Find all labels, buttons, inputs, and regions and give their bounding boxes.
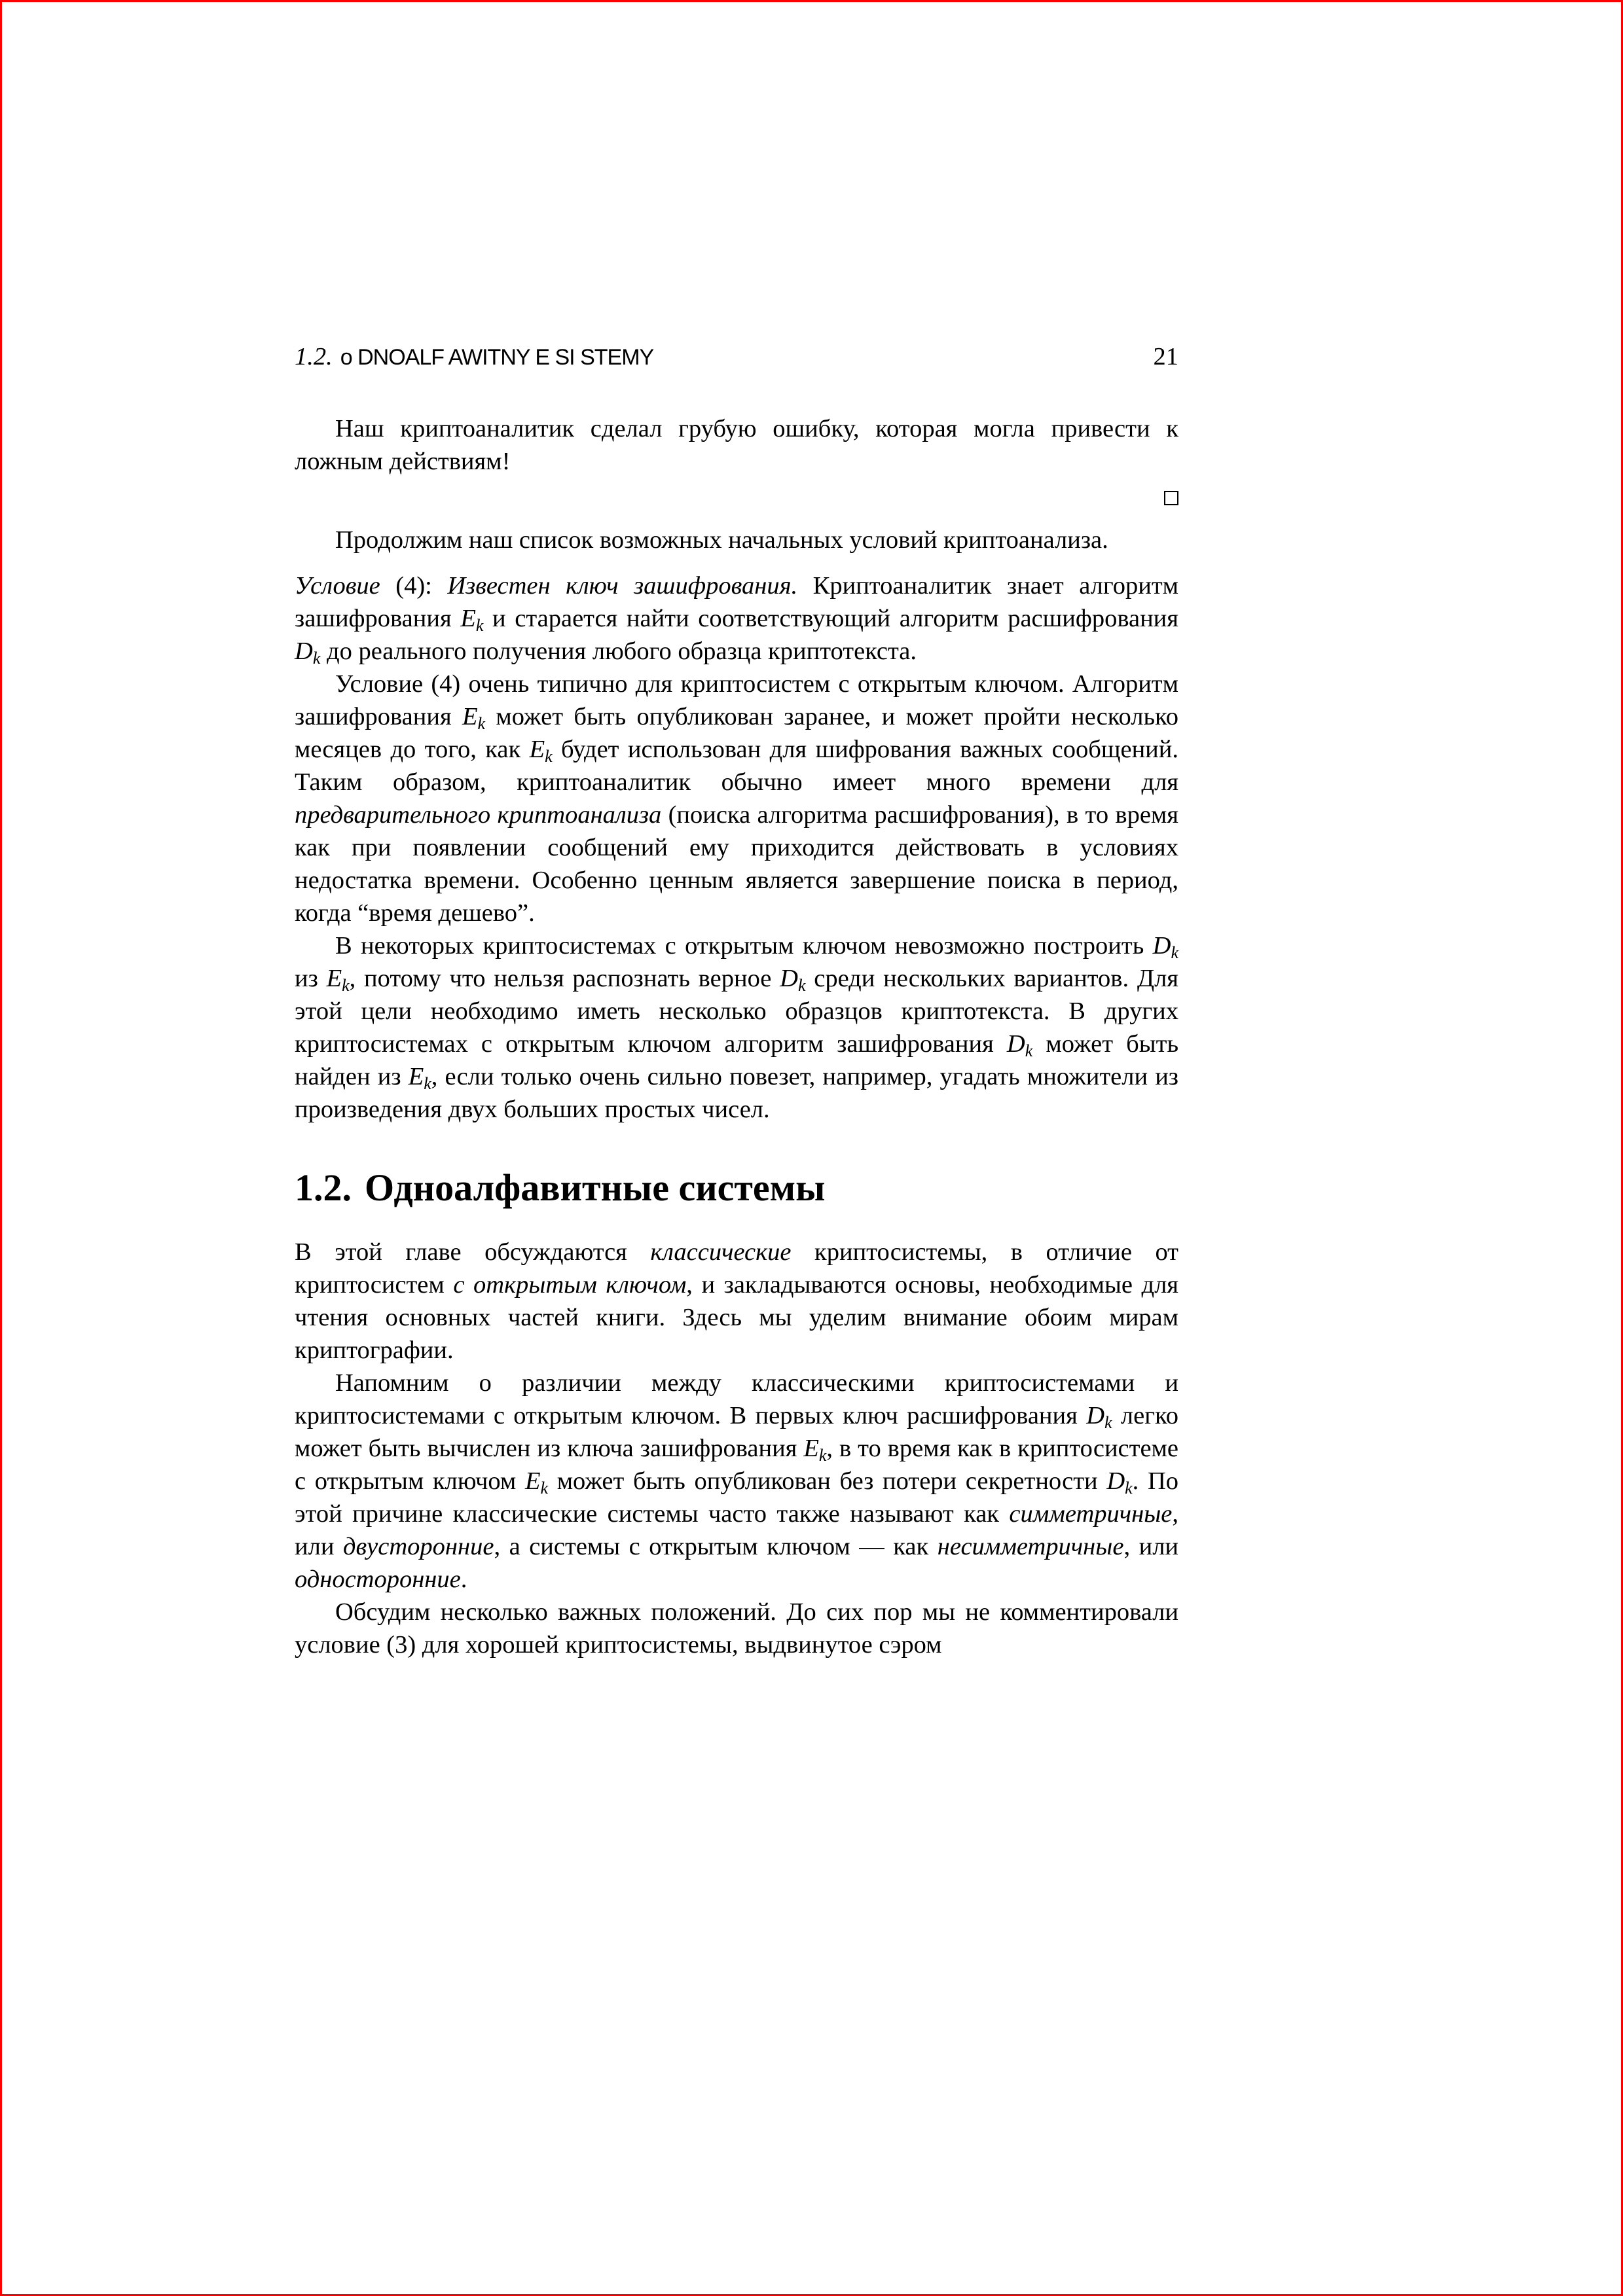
paragraph-text: , потому что нельзя распознать верное	[349, 965, 772, 992]
emphasis-symmetric: симметричные	[1009, 1500, 1173, 1528]
paragraph-condition-4-typical	[295, 668, 1178, 929]
paragraph-text: легко может быть вычислен из ключа зашифрования	[295, 1402, 1178, 1462]
end-of-proof	[295, 482, 1178, 514]
paragraph-public-key-systems	[295, 929, 1178, 1126]
paragraph-text: , если только очень сильно повезет, например, угадать множители из произведения двух больших простых чисел.	[295, 1063, 1179, 1123]
math-subscript-k: k	[797, 976, 806, 995]
paragraph-text: Напомним о различии между классическими криптосистемами и криптосистемами с открытым ключом. В первых ключ расшифрования	[295, 1369, 1178, 1429]
math-D: D	[1106, 1467, 1125, 1495]
math-subscript-k: k	[342, 976, 350, 995]
math-D: D	[780, 965, 798, 992]
paragraph-text: , и закладываются основы, необходимые для чтения основных частей книги. Здесь мы уделим внимание обоим мирам криптографии.	[295, 1271, 1178, 1364]
math-D: D	[1086, 1402, 1105, 1429]
paragraph-important-points: Обсудим несколько важных положений. До сих пор мы не комментировали условие (3) для хорошей криптосистемы, выдвинутое сэром	[295, 1598, 1178, 1659]
paragraph-error-note: Наш криптоаналитик сделал грубую ошибку, которая могла привести к ложным действиям!	[295, 415, 1178, 475]
math-subscript-k: k	[545, 747, 553, 766]
emphasis-one-way: односторонние	[295, 1566, 461, 1593]
paragraph-classical-vs-public	[295, 1367, 1178, 1596]
emphasis-two-way: двусторонние	[342, 1533, 494, 1560]
section-number: 1.2.	[295, 1166, 352, 1209]
math-subscript-k: k	[1104, 1413, 1112, 1432]
page-body	[295, 340, 1178, 1661]
math-subscript-k: k	[1025, 1041, 1033, 1060]
condition-text: Криптоаналитик знает алгоритм зашифрования	[295, 572, 1179, 632]
running-head-left	[295, 340, 653, 374]
math-E: E	[326, 965, 342, 992]
paragraph-text: , а системы с открытым ключом — как	[494, 1533, 929, 1560]
paragraph-text: может быть опубликован заранее, и может пройти несколько месяцев до того, как	[295, 703, 1179, 763]
paragraph-chapter-intro	[295, 1236, 1178, 1367]
paragraph-text: Условие (4) очень типично для криптосистем с открытым ключом. Алгоритм зашифрования	[295, 670, 1178, 730]
paragraph-text: . По этой причине классические системы часто также называют как	[295, 1467, 1179, 1528]
math-E: E	[803, 1435, 819, 1462]
math-subscript-k: k	[312, 649, 321, 668]
emphasis-asymmetric: несимметричные	[937, 1533, 1124, 1560]
running-head-title: o DNOALF AWITNY E SI STEMY	[340, 345, 654, 370]
condition-text: до реального получения любого образца криптотекста.	[326, 637, 917, 665]
paragraph-text: В этой главе обсуждаются	[295, 1238, 627, 1266]
paragraph-text: среди нескольких вариантов. Для этой цели необходимо иметь несколько образцов криптотекста. В других криптосистемах с открытым ключом алгоритм зашифрования	[295, 965, 1179, 1058]
math-E: E	[462, 703, 478, 730]
paragraph-text: , в то время как в криптосистеме с открытым ключом	[295, 1435, 1178, 1495]
paragraph-text: (поиска алгоритма расшифрования), в то время как при появлении сообщений ему приходится действовать в условиях недостатка времени. Особенно ценным является завершение поиска в период, когда “время дешево”.	[295, 801, 1179, 927]
paragraph-continue-list: Продолжим наш список возможных начальных условий криптоанализа.	[335, 526, 1108, 554]
paragraph-text: криптосистемы, в отличие от криптосистем	[295, 1238, 1179, 1299]
condition-title: Известен ключ зашифрования.	[447, 572, 798, 600]
math-D: D	[1152, 932, 1171, 960]
math-subscript-k: k	[1171, 943, 1178, 962]
paragraph-text: , или	[1123, 1533, 1179, 1560]
condition-number: (4):	[395, 572, 432, 600]
math-E: E	[408, 1063, 424, 1090]
math-subscript-k: k	[424, 1074, 431, 1093]
math-subscript-k: k	[477, 714, 486, 733]
condition-label: Условие	[295, 572, 380, 600]
running-head-section-number: 1.2.	[295, 343, 333, 370]
paragraph-text: , или	[295, 1500, 1179, 1560]
math-E: E	[460, 605, 476, 632]
section-heading	[295, 1165, 1178, 1211]
paragraph-text: .	[460, 1566, 467, 1593]
paragraph-text: может быть опубликован без потери секретности	[556, 1467, 1098, 1495]
paragraph-text: будет использован для шифрования важных сообщений. Таким образом, криптоаналитик обычно имеет много времени для	[295, 736, 1179, 796]
paragraph-text: может быть найден из	[295, 1030, 1179, 1090]
math-subscript-k: k	[818, 1446, 827, 1465]
math-subscript-k: k	[475, 616, 484, 635]
emphasis-public-key: с открытым ключом	[453, 1271, 687, 1299]
math-subscript-k: k	[540, 1479, 549, 1498]
running-head	[295, 340, 1178, 373]
math-E: E	[529, 736, 545, 763]
emphasis-classical: классические	[650, 1238, 792, 1266]
math-D: D	[1006, 1030, 1025, 1058]
emphasis-preliminary-cryptanalysis: предварительного криптоанализа	[295, 801, 662, 829]
condition-4-paragraph	[295, 569, 1178, 668]
section-title: Одноалфавитные системы	[365, 1166, 826, 1209]
condition-text: и старается найти соответствующий алгоритм расшифрования	[492, 605, 1178, 632]
math-D: D	[295, 637, 313, 665]
page-number: 21	[1153, 343, 1178, 370]
qed-square-icon	[1164, 491, 1178, 505]
math-E: E	[524, 1467, 541, 1495]
paragraph-text: из	[295, 965, 318, 992]
paragraph-text: В некоторых криптосистемах с открытым ключом невозможно построить	[335, 932, 1144, 960]
math-subscript-k: k	[1125, 1479, 1133, 1498]
